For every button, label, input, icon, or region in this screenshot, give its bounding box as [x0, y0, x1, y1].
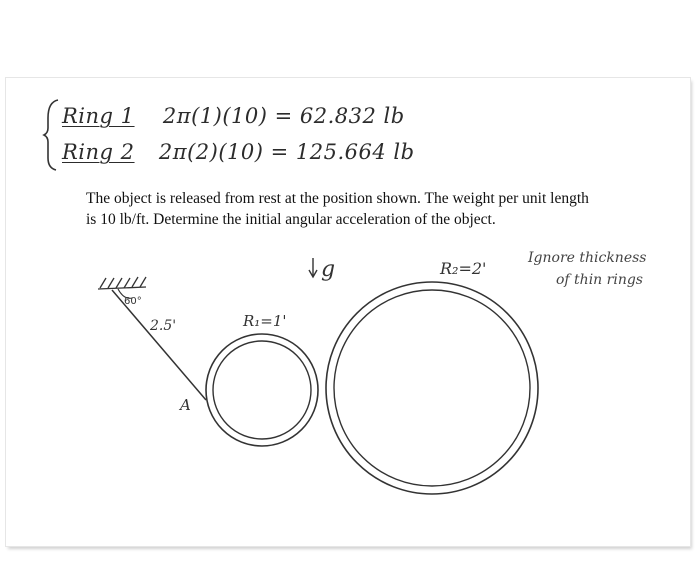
statement-line-1: The object is released from rest at the position shown. The weight per unit length: [86, 190, 589, 207]
gravity-arrow: [309, 258, 317, 277]
ring1-radius-label: R₁=1': [243, 312, 287, 330]
angle-label: 60°: [124, 296, 142, 307]
statement-line-2: is 10 lb/ft. Determine the initial angular acceleration of the object.: [86, 211, 496, 228]
note-line-2: of thin rings: [556, 272, 643, 288]
ring-1: [206, 334, 318, 446]
ring1-formula: 2π(1)(10) = 62.832 lb: [162, 104, 405, 128]
ring2-radius-label: R₂=2': [440, 259, 487, 278]
ring-2: [326, 282, 538, 494]
gravity-label: g: [321, 257, 336, 282]
ring2-label: Ring 2: [62, 140, 135, 164]
ring1-label: Ring 1: [62, 104, 135, 128]
ring2-formula: 2π(2)(10) = 125.664 lb: [158, 140, 415, 164]
rod-length-label: 2.5': [150, 318, 177, 334]
point-a-label: A: [180, 396, 191, 414]
note-line-1: Ignore thickness: [528, 250, 647, 266]
ceiling-support: [98, 277, 146, 289]
